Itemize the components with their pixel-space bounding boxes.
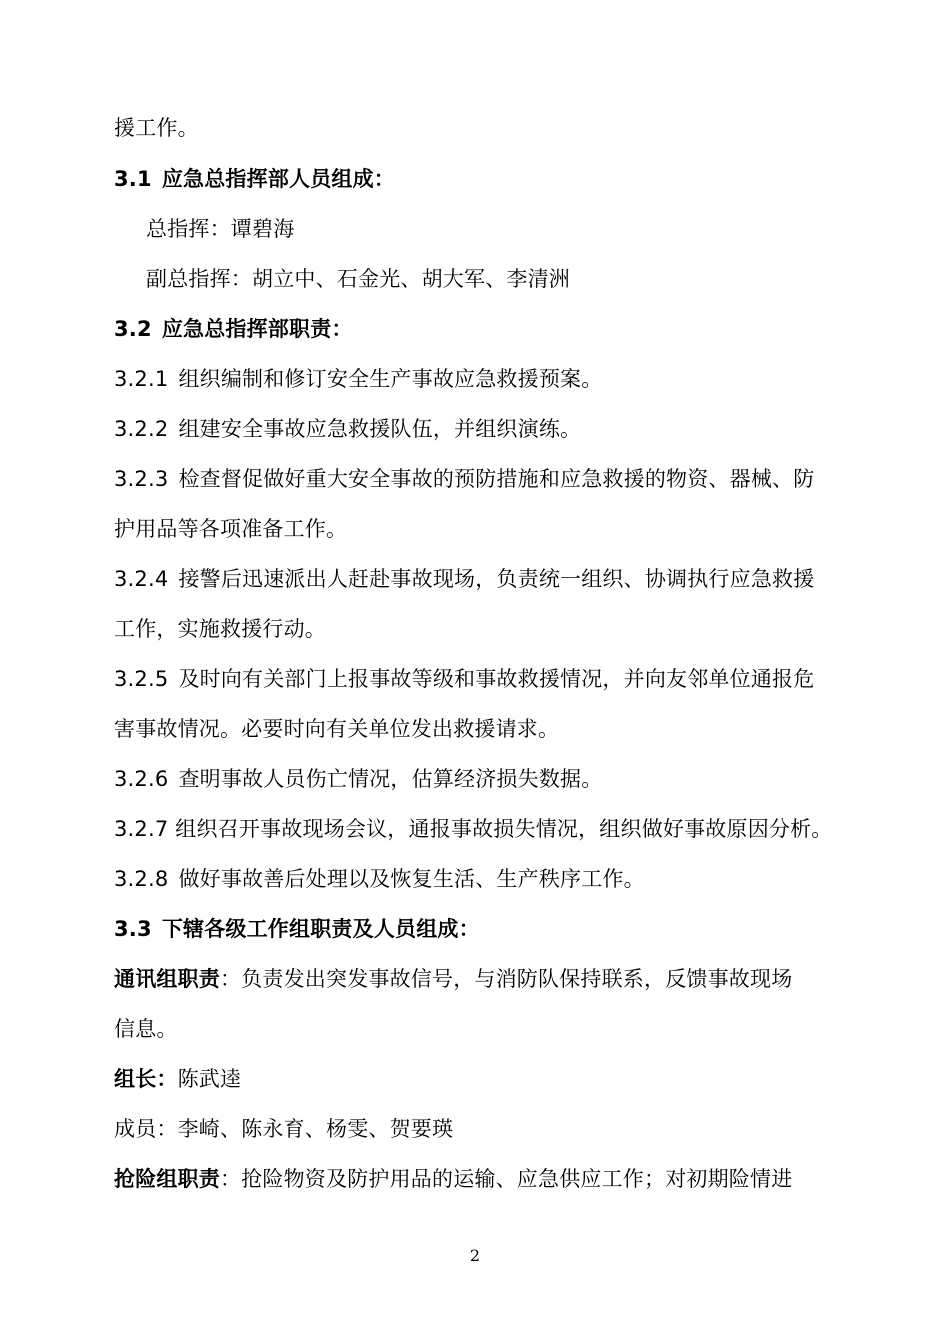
- rescue-group-duty: 抢险组职责：抢险物资及防护用品的运输、应急供应工作；对初期险情进: [114, 1167, 793, 1191]
- section-title: 应急总指挥部人员组成：: [161, 167, 396, 191]
- group-members-line: 成员：李崎、陈永育、杨雯、贺要瑛: [114, 1117, 454, 1141]
- item-number: 3.2.8: [114, 867, 169, 891]
- duty-item-3-2-4: 3.2.4 接警后迅速派出人赶赴事故现场，负责统一组织、协调执行应急救援: [114, 567, 815, 591]
- duty-item-3-2-3-continued: 护用品等各项准备工作。: [114, 517, 348, 541]
- duty-item-3-2-5: 3.2.5 及时向有关部门上报事故等级和事故救援情况，并向友邻单位通报危: [114, 667, 815, 691]
- item-number: 3.2.3: [114, 467, 169, 491]
- group-label: 抢险组职责: [114, 1167, 220, 1191]
- communication-group-duty: 通讯组职责：负责发出突发事故信号，与消防队保持联系，反馈事故现场: [114, 967, 793, 991]
- deputy-commander-line: 副总指挥：胡立中、石金光、胡大军、李清洲: [146, 267, 570, 291]
- group-leader-line: [114, 1064, 844, 1094]
- section-heading-3-1: [114, 164, 844, 194]
- leader-label: 组长：: [114, 1067, 178, 1091]
- item-number: 3.2.1: [114, 367, 169, 391]
- section-number: 3.2: [114, 317, 152, 341]
- item-number: 3.2.4: [114, 567, 169, 591]
- communication-group-duty-continued: 信息。: [114, 1017, 178, 1041]
- section-number: 3.3: [114, 917, 152, 941]
- section-heading-3-2: [114, 314, 844, 344]
- duty-item-3-2-6: 3.2.6 查明事故人员伤亡情况，估算经济损失数据。: [114, 767, 603, 791]
- duty-item-3-2-4-continued: 工作，实施救援行动。: [114, 617, 326, 641]
- section-heading-3-3: [114, 914, 844, 944]
- duty-item-3-2-2: 3.2.2 组建安全事故应急救援队伍，并组织演练。: [114, 417, 582, 441]
- group-label: 通讯组职责: [114, 967, 220, 991]
- duty-item-3-2-3: 3.2.3 检查督促做好重大安全事故的预防措施和应急救援的物资、器械、防: [114, 467, 815, 491]
- item-number: 3.2.6: [114, 767, 169, 791]
- section-title: 下辖各级工作组职责及人员组成：: [161, 917, 480, 941]
- item-number: 3.2.5: [114, 667, 169, 691]
- leader-name: 陈武逵: [177, 1067, 242, 1091]
- duty-item-3-2-8: 3.2.8 做好事故善后处理以及恢复生活、生产秩序工作。: [114, 867, 645, 891]
- text-line: 援工作。: [114, 116, 199, 140]
- duty-item-3-2-1: 3.2.1 组织编制和修订安全生产事故应急救援预案。: [114, 367, 603, 391]
- page-number: 2: [469, 1246, 481, 1265]
- commander-line: 总指挥：谭碧海: [146, 217, 295, 241]
- section-number: 3.1: [114, 167, 152, 191]
- duty-item-3-2-7: 3.2.7 组织召开事故现场会议，通报事故损失情况，组织做好事故原因分析。: [114, 817, 833, 841]
- section-title: 应急总指挥部职责：: [161, 317, 353, 341]
- item-number: 3.2.2: [114, 417, 169, 441]
- duty-item-3-2-5-continued: 害事故情况。必要时向有关单位发出救援请求。: [114, 717, 560, 741]
